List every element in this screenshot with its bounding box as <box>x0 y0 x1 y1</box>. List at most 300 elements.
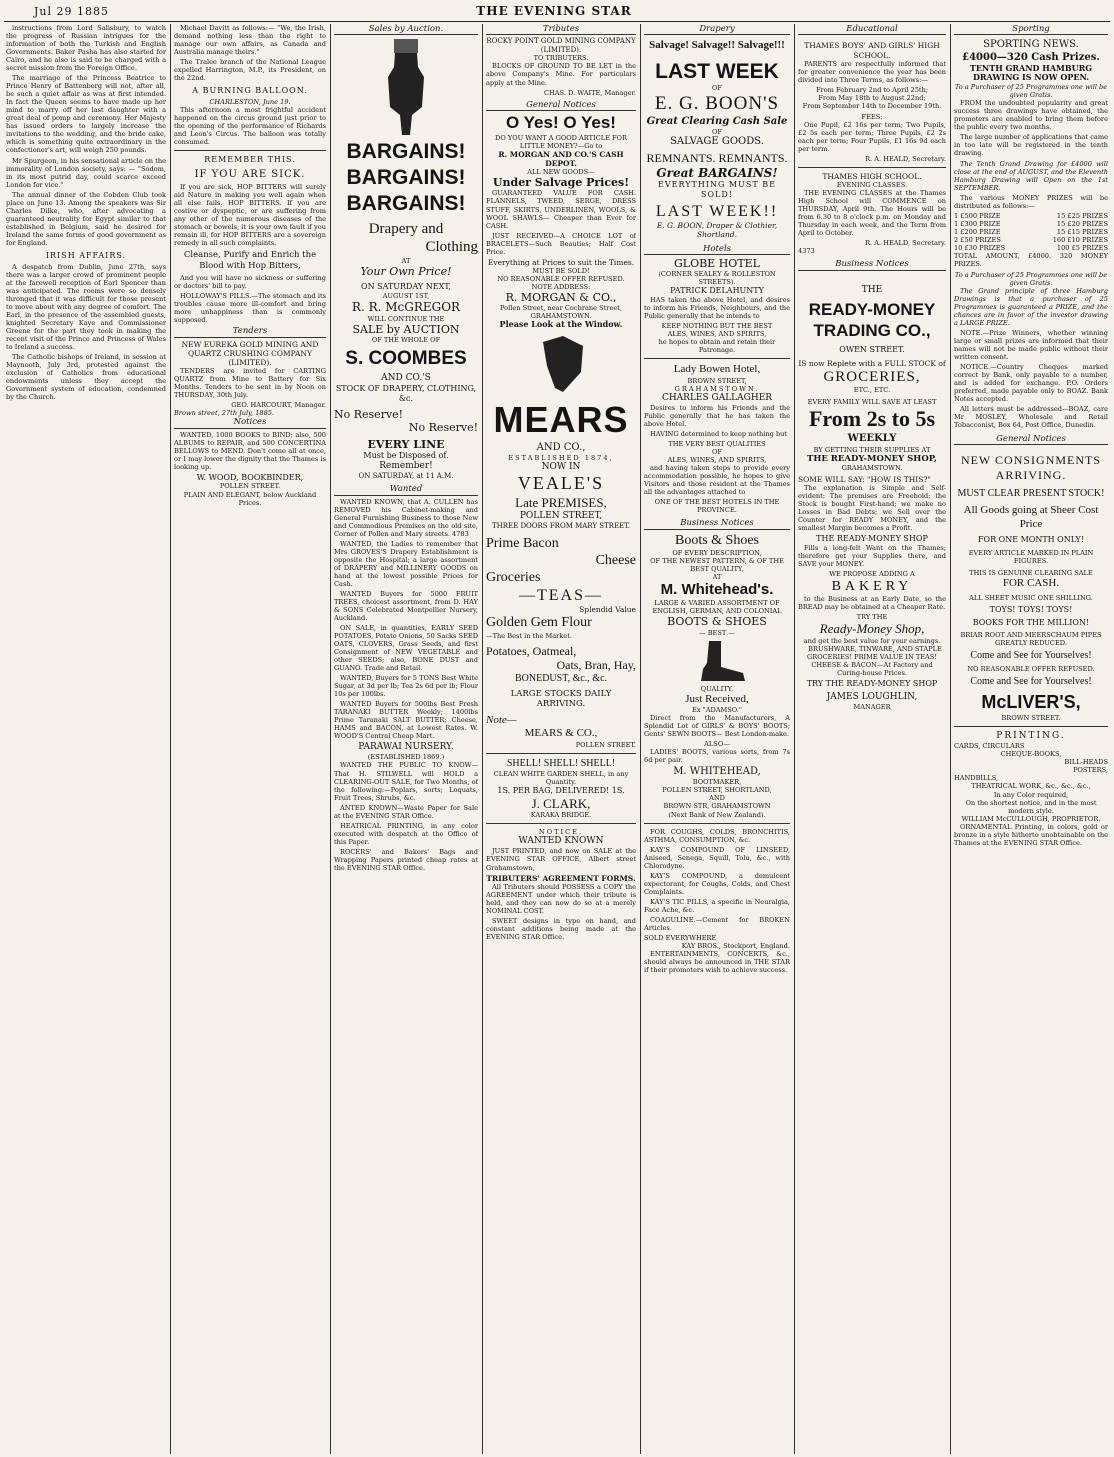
now-in: NOW IN <box>541 462 581 473</box>
no-reasonable: NO REASONABLE OFFER REFUSED. <box>497 274 625 283</box>
disposed-line: Must be Disposed of. <box>363 450 449 460</box>
best-in-market: —The Best in the Market. <box>486 631 572 640</box>
fees-heading: FEES: <box>861 112 883 121</box>
per-bag: 1S. PER BAG, DELIVERED! 1S. <box>497 785 625 795</box>
article-paragraph: The Tralee branch of the National League expelled Harrington, M.P., its President, on the 22nd. <box>174 58 326 83</box>
please-look: Please Look at the Window. <box>499 319 623 330</box>
own-price-line: Your Own Price! <box>360 264 452 278</box>
divider <box>954 726 1108 727</box>
prize-row <box>954 220 1108 228</box>
bargains-headline: BARGAINS! <box>346 140 466 164</box>
late-premises: Late PREMISES, <box>515 495 607 511</box>
rm-shop-italic: Ready-Money Shop, <box>819 621 925 637</box>
everything-prices: Everything at Prices to suit the Times. <box>487 257 635 267</box>
just-printed: JUST PRINTED, and now on SALE at the EVENING STAR OFFICE, Albert street Grahamstown, <box>486 847 636 872</box>
bill-line: BILL-HEADS <box>1064 758 1108 767</box>
of-label-3: OF <box>712 447 722 456</box>
divider <box>174 150 326 151</box>
article-paragraph: Michael Davitt as follows:— "We, the Irish, demand nothing less than the right to manage our own affairs, as Canada and Australia manage theirs." <box>174 24 326 57</box>
by-getting: BY GETTING THEIR SUPPLIES AT <box>813 445 931 454</box>
the-label: THE <box>861 284 883 295</box>
of-label-2: OF <box>712 127 722 136</box>
note-address: NOTE ADDRESS: <box>531 282 591 291</box>
classes-text: THE EVENING CLASSES at the Thames High School will COMMENCE on THURSDAY, April 9th. The Hours will be from 6.30 to 8 o'clock p.m. on Monday and Thursday in each week, and the Term from April to October. <box>798 189 946 238</box>
term-1: From February 2nd to April 25th; <box>815 85 929 94</box>
charles-name: CHARLES GALLAGHER <box>661 392 773 403</box>
drapery-line: Drapery and <box>368 221 444 238</box>
section-header-tributes: Tributes <box>486 24 636 35</box>
notice-text: WANTED, 1000 BOOKS to BIND; also, 500 ALBUMS to REPAIR, and 500 CONCERTINA BELLOWS to MEND. Don't come all at once, or I may lower the dignity that the Thames is looking up. <box>174 430 326 471</box>
mears-headline: MEARS <box>493 399 629 441</box>
try-rm-shop: TRY THE READY-MONEY SHOP <box>806 679 938 689</box>
fills-text: Fills a long-felt Want on the Thames; therefore get your Supplies there, and SAVE your MONEY. <box>798 544 946 569</box>
mears-name-2: MEARS & CO., <box>524 727 598 740</box>
various-text: The various MONEY PRIZES will be distributed as follows:— <box>954 193 1108 210</box>
morgan-name: R. MORGAN & CO., <box>505 290 617 304</box>
propose-line: WE PROPOSE ADDING A <box>829 570 915 579</box>
try-the: TRY THE <box>856 613 888 622</box>
ad-paragraph: If you are sick, HOP BITTERS will surely aid Nature in making you well again when all else fails. HOP BITTERS. If you are costive or dyspeptic, or are suffering from any other of the numerous diseases of the stomach or bowels, it is your own fault if you remain ill, for HOP BITTERS are a sovereign remedy in all such complaints. <box>174 183 326 248</box>
oats-line: Oats, Bran, Hay, <box>556 658 636 673</box>
whitehead-headline: M. Whitehead's. <box>660 580 774 598</box>
hopes-line: he hopes to obtain and retain their Patronage. <box>658 338 776 355</box>
tender-title: NEW EUREKA GOLD MINING AND QUARTZ CRUSHING COMPANY (LIMITED). <box>181 339 319 367</box>
bakery-headline: BAKERY <box>831 579 913 595</box>
bargains-headline: BARGAINS! <box>346 191 466 215</box>
fees-text: One Pupil, £2 16s per term; Two Pupils, £2 5s each per term; Three Pupils, £2 2s each per term; Four Pupils, £1 16s 9d each per term. <box>798 120 946 153</box>
grahamstown-6: GRAHAMSTOWN. <box>841 463 903 472</box>
note-line: Note— <box>486 713 517 726</box>
school-title: THAMES BOYS' AND GIRLS' HIGH SCHOOL. <box>804 41 940 60</box>
wanted-ad: WANTED THE PUBLIC TO KNOW— That H. STILWELL will HOLD a CLEARING-OUT SALE, for Two Months, of the following:—Poplars, sorts; Loquats, Fruit Trees, Shrubs, &c. <box>334 761 478 802</box>
from-text: FROM the undoubted popularity and great success three drawings have obtained, the promoters are enabled to bring them before the public every two months. <box>954 99 1108 132</box>
wanted-ad: WANTED KNOWN, that A. CULLEN has REMOVED his Cabinet-making and General Furnishing Business to those New and Commodious Premises on the old site, Corner of Pollen and Mary streets. 4783 <box>334 497 478 538</box>
boots-shoes: Boots & Shoes <box>674 532 759 548</box>
karaka-bridge: KARAKA BRIDGE. <box>530 811 592 820</box>
section-header-tenders: Tenders <box>174 326 326 337</box>
come-see: Come and See for Yourselves! <box>970 649 1092 661</box>
parawai-heading: PARAWAI NURSERY. <box>358 742 454 753</box>
morgan-address: Pollen Street, near Cochrane Street, GRAHAMSTOWN. <box>499 304 623 321</box>
ales-wines: ALES, WINES, AND SPIRITS, <box>667 330 767 339</box>
globe-text: HAS taken the above Hotel, and desires to inform his Friends, Neighbours, and the Public generally that he intends to <box>644 296 790 321</box>
handbills-line: HANDBILLS, <box>954 774 999 783</box>
for-cash: FOR CASH. <box>1002 576 1060 589</box>
sale-by-auction: SALE by AUCTION <box>352 322 460 336</box>
best-label: — BEST — <box>699 628 735 637</box>
wanted-ad: WANTED, Buyers for 5 TONS Best White Sugar, at 3d per lb; Tea 2s 6d per lb; Flour 10s per 100lbs. <box>334 674 478 699</box>
next-bank: (Next Bank of New Zealand). <box>668 810 766 819</box>
tender-date: Brown street, 27th July, 1885. <box>174 409 275 418</box>
posters-line: POSTERS, <box>1073 766 1108 775</box>
ad-heading: REMEMBER THIS. <box>204 155 296 165</box>
advertiser-line: PLAIN AND ELEGANT, below Auckland Prices. <box>183 490 317 507</box>
notice-heading: NOTICE. <box>538 828 584 837</box>
under-salvage: Under Salvage Prices! <box>492 176 630 190</box>
ad-paragraph: And you will have no sickness or suffering or doctors' bill to pay. <box>174 274 326 291</box>
saturday-line: ON SATURDAY, at 11 A.M. <box>358 471 454 480</box>
column-rule <box>640 24 641 1454</box>
rocky-signature: CHAS. D. WAITE, Manager. <box>544 88 636 97</box>
mccullough: WILLIAM McCULLOUGH, PROPRIETOR. <box>961 814 1101 823</box>
ready-money-headline: READY-MONEY <box>808 299 936 319</box>
whitehead-name: M. WHITEHEAD, <box>673 766 761 778</box>
pollen-street: POLLEN STREET, <box>519 511 603 522</box>
last-week-headline: LAST WEEK <box>655 59 779 83</box>
salvage-headline: Salvage! Salvage!! Salvage!!! <box>649 39 785 52</box>
mears-and-co: AND CO., <box>536 442 586 454</box>
total-amount: TOTAL AMOUNT, £4000. 320 MONEY PRIZES. <box>954 251 1108 268</box>
quality-label: QUALITY. <box>700 684 734 693</box>
tributers-text: All Tributers should POSSESS a COPY the AGREEMENT under which their tribute is held, and they can now do so at a merely NOMINAL COST. <box>486 882 636 915</box>
pointing-hand-icon <box>533 332 589 396</box>
ex-ship: Ex "ADAMSO." <box>692 705 742 714</box>
section-header-wanted: Wanted <box>334 484 478 495</box>
wanted-ad: ON SALE, in quantities, EARLY SEED POTATOES, Potato Onions, 50 Sacks SEED OATS, CLOVERS, Grass Seeds, and first Consignment of NEW VEGETABLE and other SEEDS; also, BONE DUST and GUANO. Trade and Retail. <box>334 624 478 673</box>
large-assortment: LARGE & VARIED ASSORTMENT OF <box>654 599 780 608</box>
remember-line: Remember! <box>379 460 433 471</box>
dateline: CHARLESTON, June 19. <box>209 97 291 106</box>
divider <box>486 753 636 754</box>
cash-prizes: £4000—320 Cash Prizes. <box>962 51 1100 63</box>
letters-text: All letters must be addressed—BOAZ, care Mr MOSLEY, Wholesale and Retail Tobacconist, Box 64, Post Office, Dunedin. <box>954 405 1108 430</box>
section-header-general-7: General Notices <box>954 434 1108 445</box>
and-label: AND <box>709 794 725 803</box>
prize-row <box>954 236 1108 244</box>
kays-3: KAY'S TIC PILLS, a specific in Neuralgia, Face Ache, &c. <box>644 897 790 914</box>
all-new: ALL NEW GOODS— <box>527 168 595 177</box>
column-sporting <box>954 24 1108 1454</box>
prize-left: 1 £200 PRIZE <box>954 227 1001 236</box>
ales-wines-2: ALES, WINES, AND SPIRITS, <box>667 455 767 464</box>
section-header-business: Business Notices <box>644 518 790 529</box>
good-article: DO YOU WANT A GOOD ARTICLE FOR LITTLE MONEY?—Go to <box>495 133 627 150</box>
prize-right: 15 £25 PRIZES <box>1056 211 1108 220</box>
large-text: The large number of applications that came in too late will be registered in the tenth drawing. <box>954 133 1108 158</box>
prize-left: 10 £30 PRIZES <box>954 243 1006 252</box>
advertiser-address: POLLEN STREET. <box>219 482 281 491</box>
kay-bros: KAY BROS., Stockport, England. <box>681 941 790 950</box>
one-month: FOR ONE MONTH ONLY! <box>977 535 1085 545</box>
blocks-text: BLOCKS OF GROUND TO BE LET in the above Company's Mine. For particulars apply at the Mine. <box>486 62 636 87</box>
prize-row <box>954 244 1108 252</box>
column-news-2 <box>174 24 326 1454</box>
section-header-educational: Educational <box>798 24 946 35</box>
theatrical-line: THEATRICAL WORK, &c., &c., &c., <box>971 782 1091 791</box>
purchaser-line: To a Purchaser of 25 Programmes one will be given Gratis. <box>954 83 1108 100</box>
pollen-street-2: POLLEN STREET. <box>575 740 636 749</box>
brown-street-7: BROWN STREET. <box>1001 714 1061 723</box>
toys-line: TOYS! TOYS! TOYS! <box>989 605 1073 615</box>
wanted-ad: ROCERS' and Bakers' Bags and Wrapping Papers printed cheap rates at the EVENING STAR Office. <box>334 847 478 872</box>
briar-line: BRIAR ROOT AND MEERSCHAUM PIPES GREATLY REDUCED. <box>960 630 1102 647</box>
article-heading: IRISH AFFAIRS. <box>45 250 127 260</box>
sporting-news: SPORTING NEWS. <box>983 39 1079 51</box>
genuine-sale: THIS IS GENUINE CLEARING SALE <box>969 568 1093 577</box>
sale-date-2: AUGUST 1ST, <box>382 291 430 300</box>
coughs-text: FOR COUGHS, COLDS, BRONCHITIS, ASTHMA, CONSUMPTION, &c. <box>644 827 790 844</box>
and-get: and get the best value for your earnings. <box>803 637 941 646</box>
tender-text: TENDERS are invited for CARTING QUARTZ from Mine to Battery for Six Months. Tenders to be sent in by Noon on THURSDAY, 30th July. <box>174 367 326 400</box>
just-received: JUST RECEIVED—A CHOICE LOT of BRACELETS—Such Beauties; Half Cost Price. <box>486 231 636 256</box>
at-label-5: AT <box>712 572 722 581</box>
printing-heading: PRINTING. <box>996 731 1066 742</box>
cheese-line: Cheese <box>595 552 636 568</box>
weekly-line: WEEKLY <box>847 433 897 445</box>
boots-shoes-2: BOOTS & SHOES <box>667 615 767 629</box>
kays-1: KAY'S COMPOUND OF LINSEED, Aniseed, Senega, Squill, Tolu, &c., with Chlorodyne. <box>644 845 790 870</box>
section-header-auction: Sales by Auction. <box>334 24 478 35</box>
heald-signature: R. A. HEALD, Secretary. <box>865 154 946 163</box>
prize-left: 1 £500 PRIZE <box>954 211 1001 220</box>
column-news-1 <box>6 24 166 1454</box>
divider <box>644 823 790 824</box>
cards-line: CARDS, CIRCULARS <box>954 742 1025 751</box>
continue-line: WILL CONTINUE THE <box>367 314 445 323</box>
clark-name: J. CLARK, <box>531 795 591 811</box>
owen-street: OWEN STREET. <box>839 345 905 355</box>
evening-classes: EVENING CLASSES. <box>836 181 908 190</box>
wanted-known: WANTED KNOWN <box>518 836 604 847</box>
veales-name: VEALE'S <box>517 473 605 494</box>
boon-signature: E. G. BOON, Draper & Clothier, Shortland. <box>656 221 778 240</box>
section-header-sporting: Sporting <box>954 24 1108 35</box>
oyes-headline: O Yes! O Yes! <box>506 112 616 132</box>
column-rule <box>794 24 795 1454</box>
splendid-value: Splendid Value <box>579 605 636 615</box>
divider <box>798 167 946 168</box>
shortest-notice: On the shortest notice, and in the most modern style. <box>965 798 1097 815</box>
section-header-general-notices: General Notices <box>486 100 636 111</box>
groceries-line: Groceries <box>486 569 541 585</box>
wanted-ad: HEATRICAL PRINTING, in any color executed with despatch at the Office of this Paper. <box>334 821 478 846</box>
ad-slogan: Cleanse, Purify and Enrich the Blood with Hop Bitters, <box>183 250 317 271</box>
hamburg-drawing: TENTH GRAND HAMBURG DRAWING IS NOW OPEN. <box>969 62 1093 83</box>
best-hotels: ONE OF THE BEST HOTELS IN THE PROVINCE. <box>654 498 780 515</box>
column-rule <box>330 24 331 1454</box>
new-consignments: NEW CONSIGNMENTS ARRIVING. <box>960 452 1102 482</box>
prize-left: 1 £300 PRIZE <box>954 219 1001 228</box>
column-rule <box>170 24 171 1454</box>
prize-right: 160 £10 PRIZES <box>1052 235 1108 244</box>
pointing-hand-icon <box>376 37 436 137</box>
column-general-notices <box>486 24 636 1454</box>
globe-hotel: GLOBE HOTEL <box>673 256 760 270</box>
and-co: AND CO.'S <box>381 373 431 384</box>
kays-2: KAY'S COMPOUND, a demulcent expectorant, for Coughs, Colds, and Chest Complaints. <box>644 871 790 896</box>
golden-gem: Golden Gem Flour <box>486 615 592 631</box>
column-auction <box>334 24 478 1454</box>
no-reasonable-7: NO REASONABLE OFFER REFUSED. <box>967 665 1095 674</box>
rocky-point-title: ROCKY POINT GOLD MINING COMPANY (LIMITED). <box>486 37 636 54</box>
loughlin-name: JAMES LOUGHLIN, <box>826 692 918 703</box>
paper-title: THE EVENING STAR <box>476 4 632 18</box>
salvage-goods: SALVAGE GOODS. <box>670 135 764 147</box>
parawai-est: (ESTABLISHED 1869.) <box>367 753 445 762</box>
masthead <box>4 0 1110 22</box>
accommodation-text: and having taken steps to provide every accommodation possible, he hopes to give Visitors and those resident at the Thames all the advantages attached to <box>644 463 790 497</box>
bakery-text: to the Business at an Early Date, so the BREAD may be obtained at a Cheaper Rate. <box>798 595 946 612</box>
grand-text: The Grand principle of three Hamburg Drawings is that a purchaser of 25 Programmes is guaranteed a PRIZE, and the chances are in favor of the investor drawing a LARGE PRIZE. <box>954 286 1108 328</box>
tributers-forms: TRIBUTERS' AGREEMENT FORMS. <box>486 873 636 883</box>
wanted-ad: WANTED Buyers for 500lbs Best Fresh TARANAKI BUTTER Weekly; 1400lbs Prime Taranaki SALT BUTTER; Cheese, HAMS and BACON, at Lowest Rates. W. WOOD'S Central Cheap Mart. <box>334 700 478 741</box>
morgan-depot: R. MORGAN AND CO.'S CASH DEPOT. <box>498 149 624 168</box>
tenth-text: The Tenth Grand Drawing for £4000 will close at the end of AUGUST, and the Eleventh Hamburg Drawing will Open on the 1st SEPTEMBER. <box>954 159 1108 192</box>
auctioneer-name: R. R. McGREGOR <box>351 300 461 314</box>
divider <box>486 823 636 824</box>
high-school: THAMES HIGH SCHOOL. <box>822 172 922 182</box>
great-bargains: Great BARGAINS! <box>656 165 778 180</box>
come-see-2: Come and See for Yourselves! <box>970 676 1092 688</box>
lady-bowen-text: Desires to inform his Friends and the Public generally that he has taken the above Hotel. <box>644 403 790 428</box>
advertiser-name: W. WOOD, BOOKBINDER, <box>196 472 304 482</box>
all-goods: All Goods going at Sheer Cost Price <box>963 504 1099 530</box>
term-3: From September 14th to December 19th. <box>802 101 942 110</box>
coaguline: COAGULINE.—Cement for BROKEN Articles. <box>644 915 790 932</box>
direct-text: Direct from the Manufacturers, A Splendid Lot of GIRLS' & BOYS' BOOTS; Gents' SEWN BOOTS— Best London-make. <box>644 714 790 739</box>
ad-paragraph: HOLLOWAY'S PILLS.—The stomach and its troubles cause more ill-comfort and bring more unhappiness than is commonly supposed. <box>174 292 326 325</box>
article-paragraph: The marriage of the Princess Beatrice to Prince Henry of Battenberg will not, after all, be such a quiet affair as was at first intended. In fact the Queen seems to have made up her mind to marry off her last daughter with a great deal of pomp and ceremony. Her Majesty has issued orders to largely increase the invitations to the wedding, and the bride cake, which is something quite extraordinary in the confectioner's art, will weigh 250 pounds. <box>6 74 166 155</box>
bargains-headline: BARGAINS! <box>346 165 466 189</box>
three-doors: THREE DOORS FROM MARY STREET. <box>491 522 631 531</box>
brown-street: BROWN STREET, <box>687 376 747 385</box>
mears-established: ESTABLISHED 1874, <box>508 454 614 463</box>
must-be-sold: MUST BE SOLD! <box>532 266 590 275</box>
any-color: In any Color required, <box>993 790 1069 799</box>
article-heading: A BURNING BALLOON. <box>192 86 308 96</box>
note-text: NOTE.—Prize Winners, whether winning large or small prizes are informed that their names will not be made public without their written consent. <box>954 329 1108 362</box>
term-2: From May 18th to August 22nd; <box>818 93 926 102</box>
wanted-ad: WANTED, the Ladies to remember that Mrs GROVES'S Drapery Establishment is opposite the Hospital; a large assortment of DRAPERY and MILLINERY GOODS on hand at the lowest possible Prices for Cash. <box>334 539 478 588</box>
explanation-text: The explanation is Simple and Self-evident: The premises are Freehold; the Stock is bought First-hand; we make no Losses in Bad Debts; we Sell over the Counter for READY MONEY, and the smallest Margin becomes a Profit. <box>798 484 946 533</box>
no-reserve-2: No Reserve! <box>408 421 478 435</box>
some-will-say: SOME WILL SAY: "HOW IS THIS?" <box>798 474 931 484</box>
ad-heading: IF YOU ARE SICK. <box>194 168 306 180</box>
guaranteed-text: GUARANTEED VALUE FOR CASH. FLANNELS, TWEED, SERGE, DRESS STUFF, SKIRTS, UNDERLINEN, WOOLS, & WOOL SHAWLS— Cheaper than Ever for CASH. <box>486 189 636 230</box>
to-tributers: TO TRIBUTERS. <box>533 54 589 63</box>
article-paragraph: Mr Spurgeon, in his sensational article on the immorality of London society, says: — "Sodom, in its most putrid day, could scarce exceed London for vice." <box>6 156 166 189</box>
bonedust-line: BONEDUST, &c., &c. <box>514 672 608 684</box>
every-line: EVERY LINE <box>367 437 445 451</box>
ornamental-text: ORNAMENTAL Printing, in colors, gold or bronze in a style hitherto unobtainable on the Thames at the EVENING STAR Office. <box>954 822 1108 847</box>
trading-co-headline: TRADING CO., <box>813 320 931 340</box>
wanted-ad: ANTED KNOWN—Waste Paper for Sale at the EVENING STAR Office. <box>334 803 478 820</box>
column-rule <box>950 24 951 1454</box>
coombes-name: S. COOMBES <box>345 348 467 370</box>
prize-right: 15 £20 PRIZES <box>1056 219 1108 228</box>
newest-pattern: OF THE NEWEST PATTERN, & OF THE BEST QUALITY, <box>650 556 784 573</box>
keep-nothing: KEEP NOTHING BUT THE BEST <box>661 322 773 331</box>
clean-shell: CLEAN WHITE GARDEN SHELL, in any Quantity. <box>493 769 629 786</box>
last-week-2: LAST WEEK!! <box>655 202 779 220</box>
very-best: THE VERY BEST QUALITIES <box>668 439 766 448</box>
prize-row <box>954 212 1108 220</box>
boot-icon <box>687 639 747 683</box>
section-header-drapery: Drapery <box>644 24 790 35</box>
issue-date: Jul 29 1885 <box>34 5 109 18</box>
bootmaker: BOOTMAKER, <box>692 778 742 787</box>
newspaper-page <box>4 0 1110 1457</box>
rm-shop-2: THE READY-MONEY SHOP <box>816 534 928 544</box>
every-family: EVERY FAMILY WILL SAVE AT LEAST <box>807 398 937 407</box>
globe-corner: (CORNER SEALEY & ROLLESTON STREETS). <box>658 270 776 287</box>
article-paragraph: The Catholic bishops of Ireland, in session at Maynooth, July 3rd, protested against the exclusion of Catholics from educational endowments unless they accept the Government system of education, condemned by the Church. <box>6 352 166 402</box>
patrick-name: PATRICK DELAHUNTY <box>670 286 764 296</box>
column-educational <box>798 24 946 1454</box>
sweet-designs: SWEET designs in type on hand, and constant additions being made at the EVENING STAR Office. <box>486 916 636 941</box>
shell-headline: SHELL! SHELL! SHELL! <box>506 757 616 769</box>
manager-label: MANAGER <box>853 703 891 712</box>
section-header-hotels: Hotels <box>644 244 790 255</box>
ready-money-shop: THE READY-MONEY SHOP, <box>807 453 937 464</box>
pollen-shortland: POLLEN STREET, SHORTLAND, <box>662 786 772 795</box>
just-received: Just Received, <box>685 692 749 705</box>
boon-name: E. G. BOON'S <box>654 93 780 115</box>
clothing-line: Clothing <box>425 239 478 256</box>
clearing-sale: Great Clearing Cash Sale <box>646 115 788 127</box>
column-drapery <box>644 24 790 1454</box>
column-rule <box>482 24 483 1454</box>
etc-line: ETC., ETC. <box>853 386 891 395</box>
marked-figures: EVERY ARTICLE MARKED IN PLAIN FIGURES. <box>968 548 1094 565</box>
sale-date: ON SATURDAY NEXT, <box>361 282 451 292</box>
prize-row <box>954 228 1108 236</box>
prize-right: 15 £15 PRIZES <box>1056 227 1108 236</box>
teas-line: —TEAS— <box>519 586 603 604</box>
brushware-text: BRUSHWARE, TINWARE, AND STAPLE GROCERIES! PRIME VALUE IN TEAS! CHEESE & BACON—At Factory and Curing-house Prices. <box>807 645 942 678</box>
potatoes-line: Potatoes, Oatmeal, <box>486 643 577 658</box>
of-label: OF <box>712 84 722 93</box>
wanted-ad: WANTED Buyers for 5000 FRUIT TREES, choicest assortment, from D. HAY & SONS Celebrated Montpellier Nursery, Auckland. <box>334 589 478 622</box>
english-german: ENGLISH, GERMAN, AND COLONIAL <box>652 607 782 616</box>
remnants-line: REMNANTS. REMNANTS. <box>646 150 788 165</box>
books-line: BOOKS FOR THE MILLION! <box>972 618 1090 628</box>
sheet-music: ALL SHEET MUSIC ONE SHILLING. <box>969 594 1093 603</box>
groceries-headline: GROCERIES, <box>823 369 921 386</box>
parents-text: PARENTS are respectfully informed that for greater convenience the year has been divided into Three Terms, as follows:— <box>798 59 946 84</box>
section-header-notices: Notices <box>174 417 326 428</box>
prize-right: 100 £5 PRIZES <box>1056 243 1108 252</box>
mcliver-headline: McLIVER'S, <box>981 692 1081 713</box>
notice-text-7: NOTICE.—Country Cheques marked correct by Bank, only payable to a number, and is added for exchange. P.O. Orders preferred, made payable only to BOAZ. Bank Notes accepted. <box>954 363 1108 404</box>
entertainments: ENTERTAINMENTS, CONCERTS, &c., should always be announced in THE STAR if their promoters wish to achieve success. <box>644 949 790 975</box>
from-2s-5s: From 2s to 5s <box>808 406 936 432</box>
grahamstown: GRAHAMSTOWN. <box>674 384 760 393</box>
replete-line: IS now Replete with a FULL STOCK of <box>798 358 946 368</box>
prime-bacon: Prime Bacon <box>486 535 559 551</box>
brown-grahamstown: BROWN STR, GRAHAMSTOWN <box>663 802 771 811</box>
everything-must: EVERYTHING MUST BE SOLD! <box>658 180 776 199</box>
cheque-line: CHEQUE-BOOKS, <box>1000 750 1062 759</box>
divider <box>644 358 790 359</box>
every-description: OF EVERY DESCRIPTION, <box>672 548 762 557</box>
article-paragraph: This afternoon a most frightful accident happened on the circus ground just prior to the opening of the performance of Richards and Leon's Circus. The balloon was totally consumed. <box>174 106 326 147</box>
ladies-text: LADIES' BOOTS, various sorts, from 7s 6d per pair. <box>644 748 790 765</box>
having-text: HAVING determined to keep nothing but <box>650 429 788 438</box>
no-reserve: No Reserve! <box>334 407 404 421</box>
purchaser-line-2: To a Purchaser of 25 Programmes one will be given Gratis. <box>954 270 1108 287</box>
at-label: AT <box>401 256 411 265</box>
also-label: ALSO— <box>704 740 730 749</box>
section-header-business-2: Business Notices <box>798 259 946 270</box>
lady-bowen: Lady Bowen Hotel, <box>673 363 761 376</box>
heald-signature-2: R. A. HEALD, Secretary. <box>865 239 946 248</box>
large-stocks: LARGE STOCKS DAILY ARRIVING. <box>510 689 612 710</box>
article-paragraph: instructions from Lord Salisbury, to watch the progress of Russian intrigues for the information of both the Turkish and English Governments. Baker Pasha has also started for Cairo, and he also is said to be charged with a secret mission from the Foreign Office. <box>6 24 166 73</box>
tender-signature: GEO. HARCOURT, Manager. <box>231 401 326 410</box>
whole-of: OF THE WHOLE OF <box>371 336 441 345</box>
stock-line: STOCK OF DRAPERY, CLOTHING, &c. <box>335 384 477 403</box>
